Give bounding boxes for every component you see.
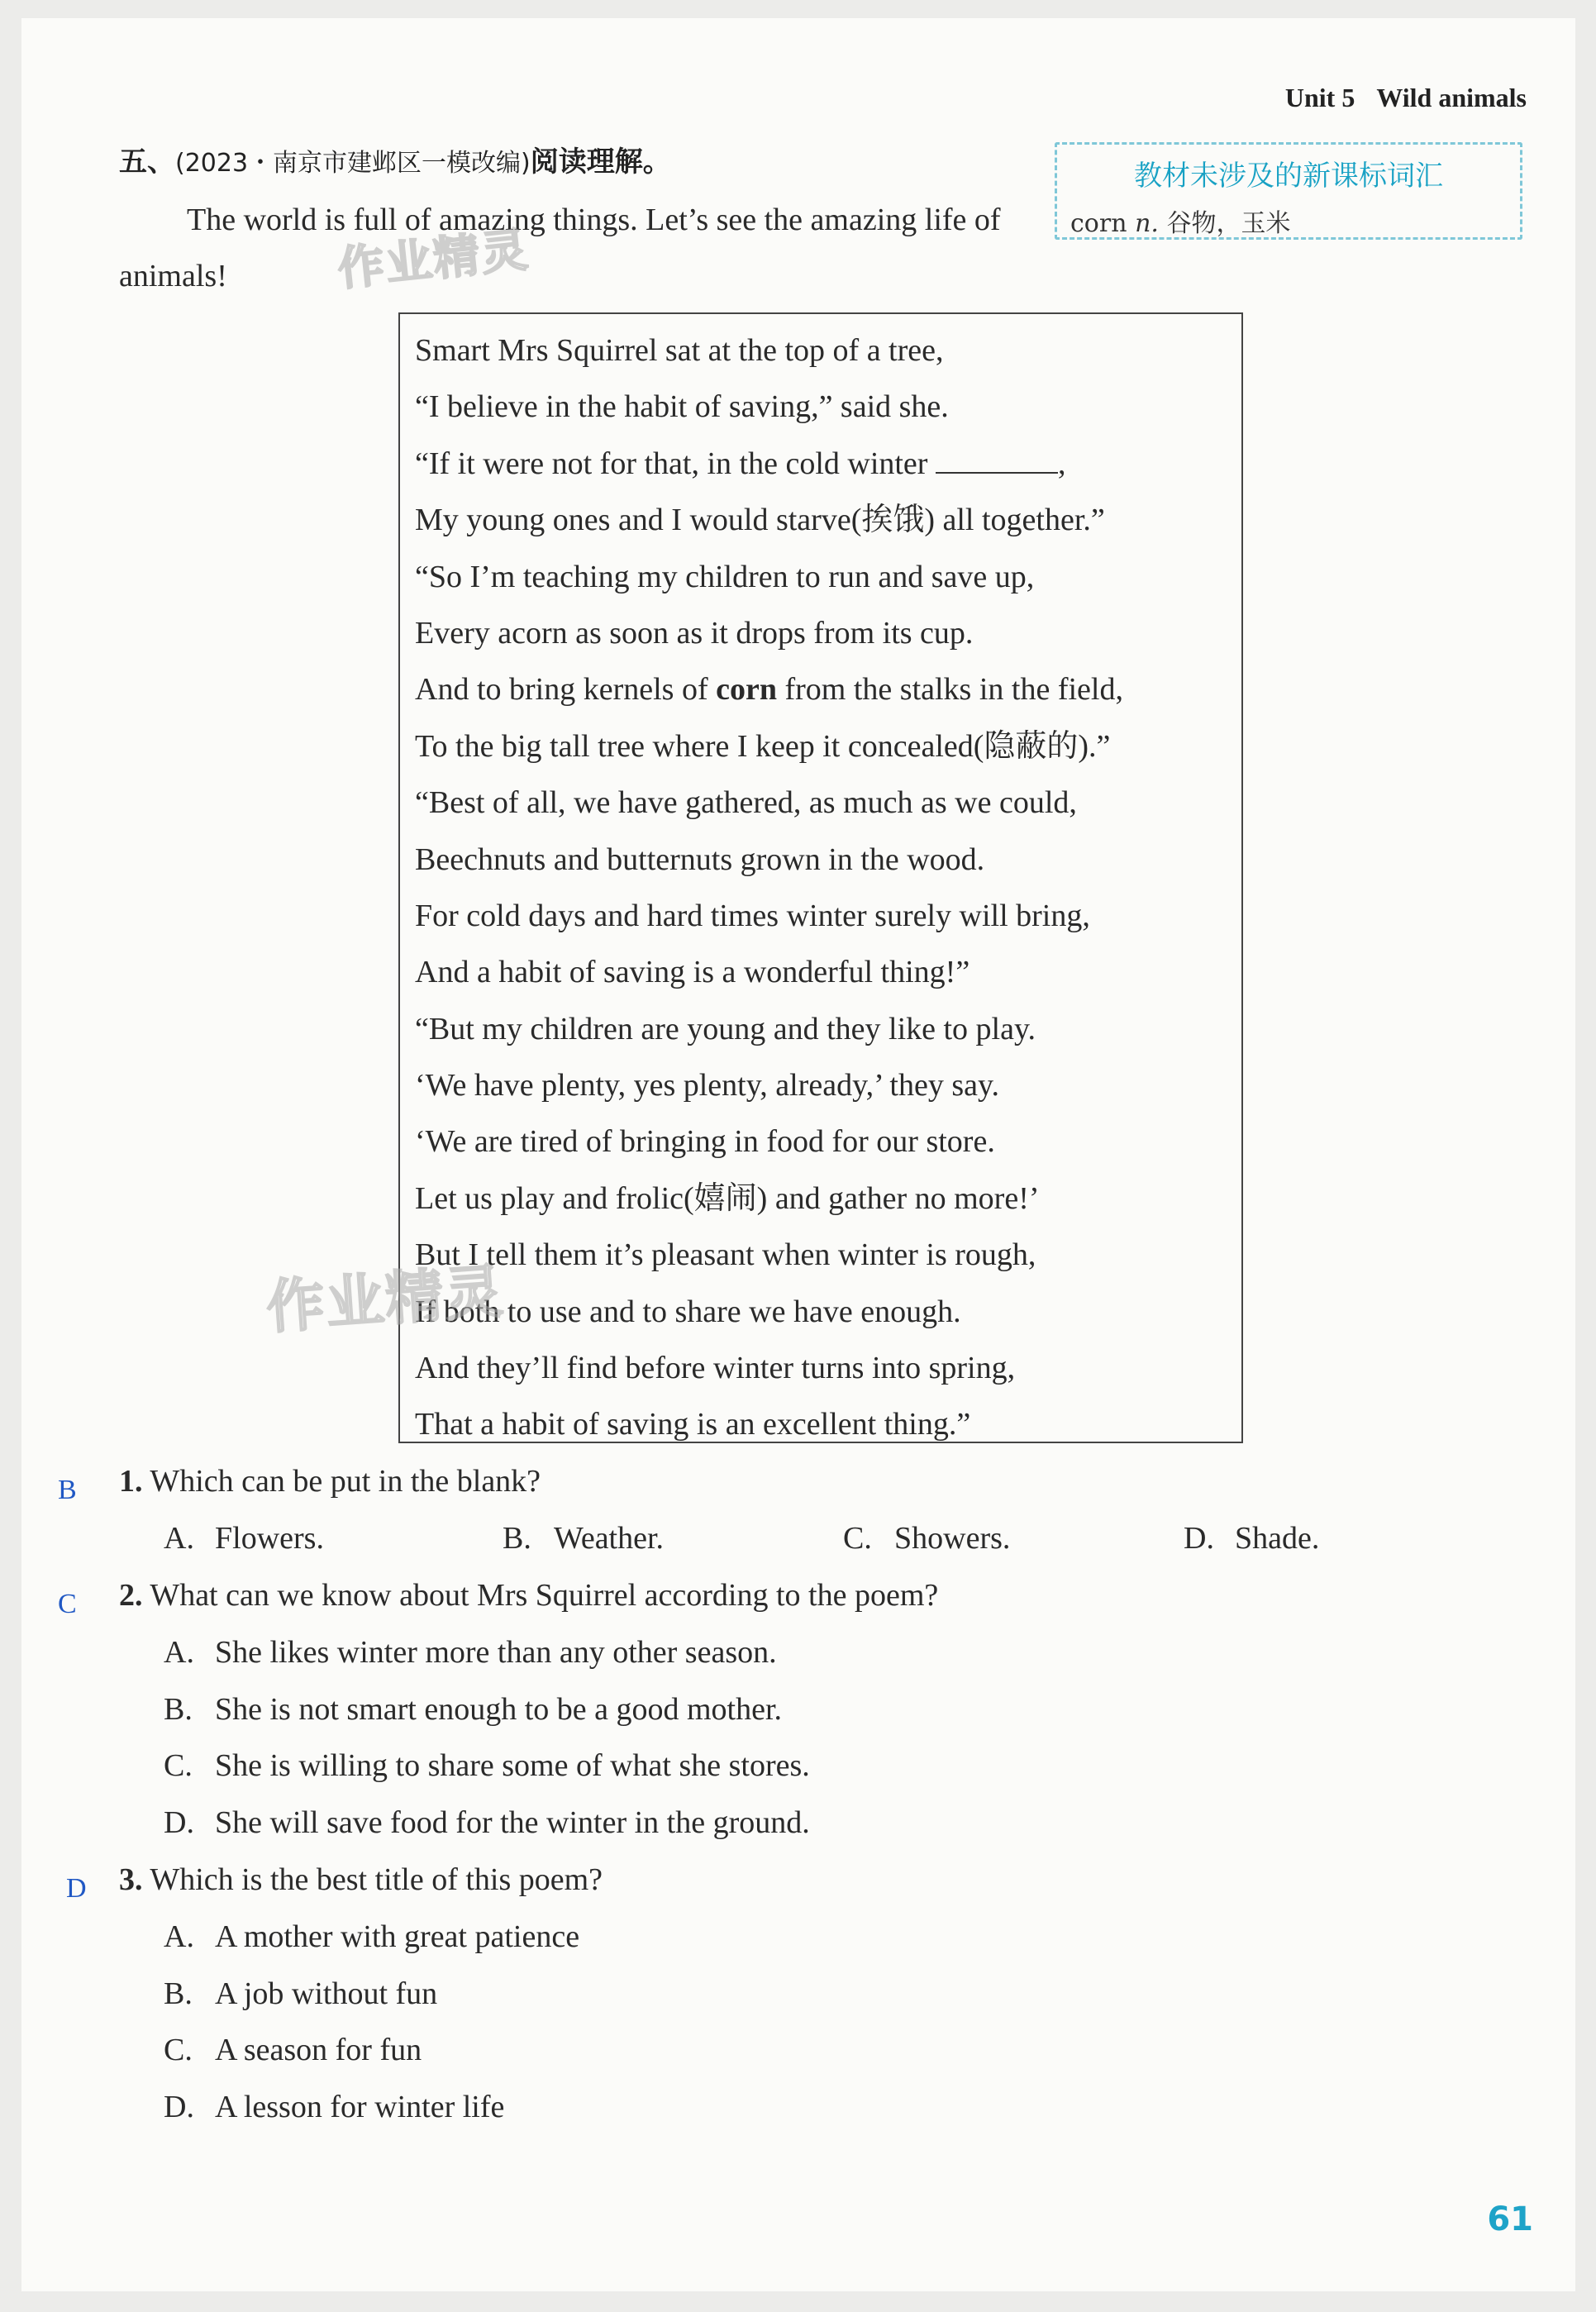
poem-line-comma: , [1057,446,1066,481]
vocab-box [1055,142,1522,240]
page-number: 61 [1487,2200,1533,2238]
poem-line: Beechnuts and butternuts grown in the wood. [415,841,985,877]
vocab-pos: n. [1135,209,1159,238]
section-source: (2023・南京市建邺区一模改编) [175,149,531,178]
poem-line: And a habit of saving is a wonderful thing!” [415,955,970,990]
poem-line [415,436,1123,492]
poem-line [415,661,1123,717]
poem-lines [415,322,1123,1453]
poem-line-text: And to bring kernels of [415,672,708,708]
vocab-entry [1070,203,1290,239]
question-1 [119,1463,541,1499]
poem-line: For cold days and hard times winter surely will bring, [415,898,1090,933]
watermark: 作业精灵 [264,1257,507,1342]
option-a: A. She likes winter more than any other season. [164,1635,777,1670]
option-c: C. Showers. [843,1521,1011,1556]
section-title [119,139,671,179]
handwritten-answer: D [66,1873,87,1904]
option-b: B. Weather. [503,1521,665,1556]
poem-line: And they’ll find before winter turns into spring, [415,1351,1016,1386]
poem-line: “So I’m teaching my children to run and save up, [415,559,1035,594]
poem-line: That a habit of saving is an excellent thing.” [415,1407,971,1442]
option-c: C. She is willing to share some of what she stores. [164,1748,810,1783]
option-b: B. A job without fun [164,1976,438,2011]
question-number: 2. [119,1578,143,1613]
option-b: B. She is not smart enough to be a good mother. [164,1692,783,1727]
watermark: 作业精灵 [335,223,532,297]
poem-line: If both to use and to share we have enough. [415,1294,961,1329]
question-text: Which can be put in the blank? [150,1464,541,1499]
poem-box [398,312,1243,1443]
poem-line: Let us play and frolic(嬉闹) and gather no more!’ [415,1180,1040,1216]
poem-line: Every acorn as soon as it drops from its cup. [415,615,974,651]
poem-line: ‘We are tired of bringing in food for our store. [415,1124,995,1160]
vocab-word: corn [1070,209,1127,238]
handwritten-answer: B [58,1475,77,1505]
poem-line: ‘We have plenty, yes plenty, already,’ they say. [415,1068,1000,1104]
section-number: 五、 [119,145,175,179]
poem-line-text: “If it were not for that, in the cold winter [415,446,928,481]
option-d: D. She will save food for the winter in the ground. [164,1805,810,1840]
vocab-title: 教材未涉及的新课标词汇 [1134,160,1443,193]
poem-line: “Best of all, we have gathered, as much as we could, [415,785,1077,821]
poem-line-rest: from the stalks in the field, [776,672,1123,708]
question-number: 1. [119,1464,143,1499]
poem-bold-word: corn [716,672,777,708]
question-3 [119,1862,603,1898]
answer-blank [936,444,1058,474]
vocab-meaning: 谷物，玉米 [1166,209,1291,238]
question-text: Which is the best title of this poem? [150,1862,603,1897]
poem-line: “But my children are young and they like to play. [415,1011,1036,1046]
intro-paragraph: The world is full of amazing things. Let’s see the amazing life of animals! [119,203,1001,293]
option-d: D. Shade. [1184,1521,1320,1556]
option-a: A. Flowers. [164,1521,324,1556]
question-2 [119,1577,938,1614]
option-c: C. A season for fun [164,2033,422,2067]
poem-line: But I tell them it’s pleasant when winter is rough, [415,1237,1036,1273]
poem-line: “I believe in the habit of saving,” said she. [415,389,949,425]
poem-line: Smart Mrs Squirrel sat at the top of a tree, [415,333,944,368]
option-d: D. A lesson for winter life [164,2090,505,2124]
page-header [1285,83,1527,113]
option-a: A. A mother with great patience [164,1919,580,1954]
handwritten-answer: C [58,1589,77,1619]
poem-line: My young ones and I would starve(挨饿) all together.” [415,503,1105,538]
unit-title: Wild animals [1376,83,1527,112]
unit-label: Unit 5 [1284,83,1355,112]
poem-line: To the big tall tree where I keep it concealed(隐蔽的).” [415,728,1111,764]
question-number: 3. [119,1862,143,1897]
question-text: What can we know about Mrs Squirrel according to the poem? [150,1578,939,1613]
section-task: 阅读理解。 [530,145,671,179]
